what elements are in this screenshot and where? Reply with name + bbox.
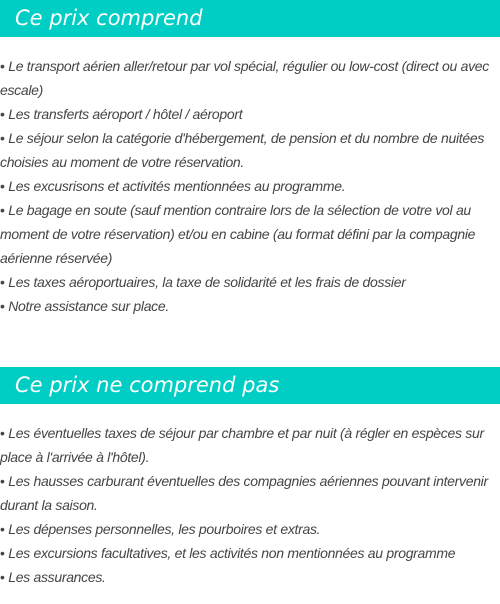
- list-item: • Les transferts aéroport / hôtel / aéroport: [0, 106, 243, 122]
- list-item: • Les hausses carburant éventuelles des compagnies aériennes pouvant intervenir durant la saison.: [0, 473, 488, 513]
- list-item: • Le séjour selon la catégorie d'hébergement, de pension et du nombre de nuitées choisies au moment de votre réservation.: [0, 130, 485, 170]
- bullet-icon: •: [0, 425, 5, 441]
- list-item: • Le transport aérien aller/retour par vol spécial, régulier ou low-cost (direct ou avec escale): [0, 58, 489, 98]
- list-item: • Les dépenses personnelles, les pourboires et extras.: [0, 521, 321, 537]
- bullet-icon: •: [0, 521, 5, 537]
- section-header-included: [0, 0, 500, 37]
- list-item: • Les excursions facultatives, et les activités non mentionnées au programme: [0, 545, 456, 561]
- section-title-included: Ce prix comprend: [15, 6, 203, 30]
- section-header-excluded: [0, 367, 500, 404]
- bullet-icon: •: [0, 130, 5, 146]
- bullet-icon: •: [0, 298, 5, 314]
- list-item: • Les éventuelles taxes de séjour par chambre et par nuit (à régler en espèces sur place à l'arrivée à l'hôtel).: [0, 425, 484, 465]
- bullet-icon: •: [0, 58, 5, 74]
- included-list: [0, 54, 500, 318]
- list-item: • Notre assistance sur place.: [0, 298, 169, 314]
- section-title-excluded: Ce prix ne comprend pas: [15, 373, 280, 397]
- list-item: • Le bagage en soute (sauf mention contraire lors de la sélection de votre vol au moment de votre réservation) et/ou en cabine (au format défini par la compagnie aérienne réservée): [0, 202, 476, 266]
- bullet-icon: •: [0, 545, 5, 561]
- bullet-icon: •: [0, 274, 5, 290]
- list-item: • Les assurances.: [0, 569, 106, 585]
- excluded-list: [0, 421, 500, 589]
- list-item: • Les excusrisons et activités mentionnées au programme.: [0, 178, 346, 194]
- bullet-icon: •: [0, 202, 5, 218]
- bullet-icon: •: [0, 178, 5, 194]
- bullet-icon: •: [0, 106, 5, 122]
- bullet-icon: •: [0, 473, 5, 489]
- bullet-icon: •: [0, 569, 5, 585]
- list-item: • Les taxes aéroportuaires, la taxe de solidarité et les frais de dossier: [0, 274, 406, 290]
